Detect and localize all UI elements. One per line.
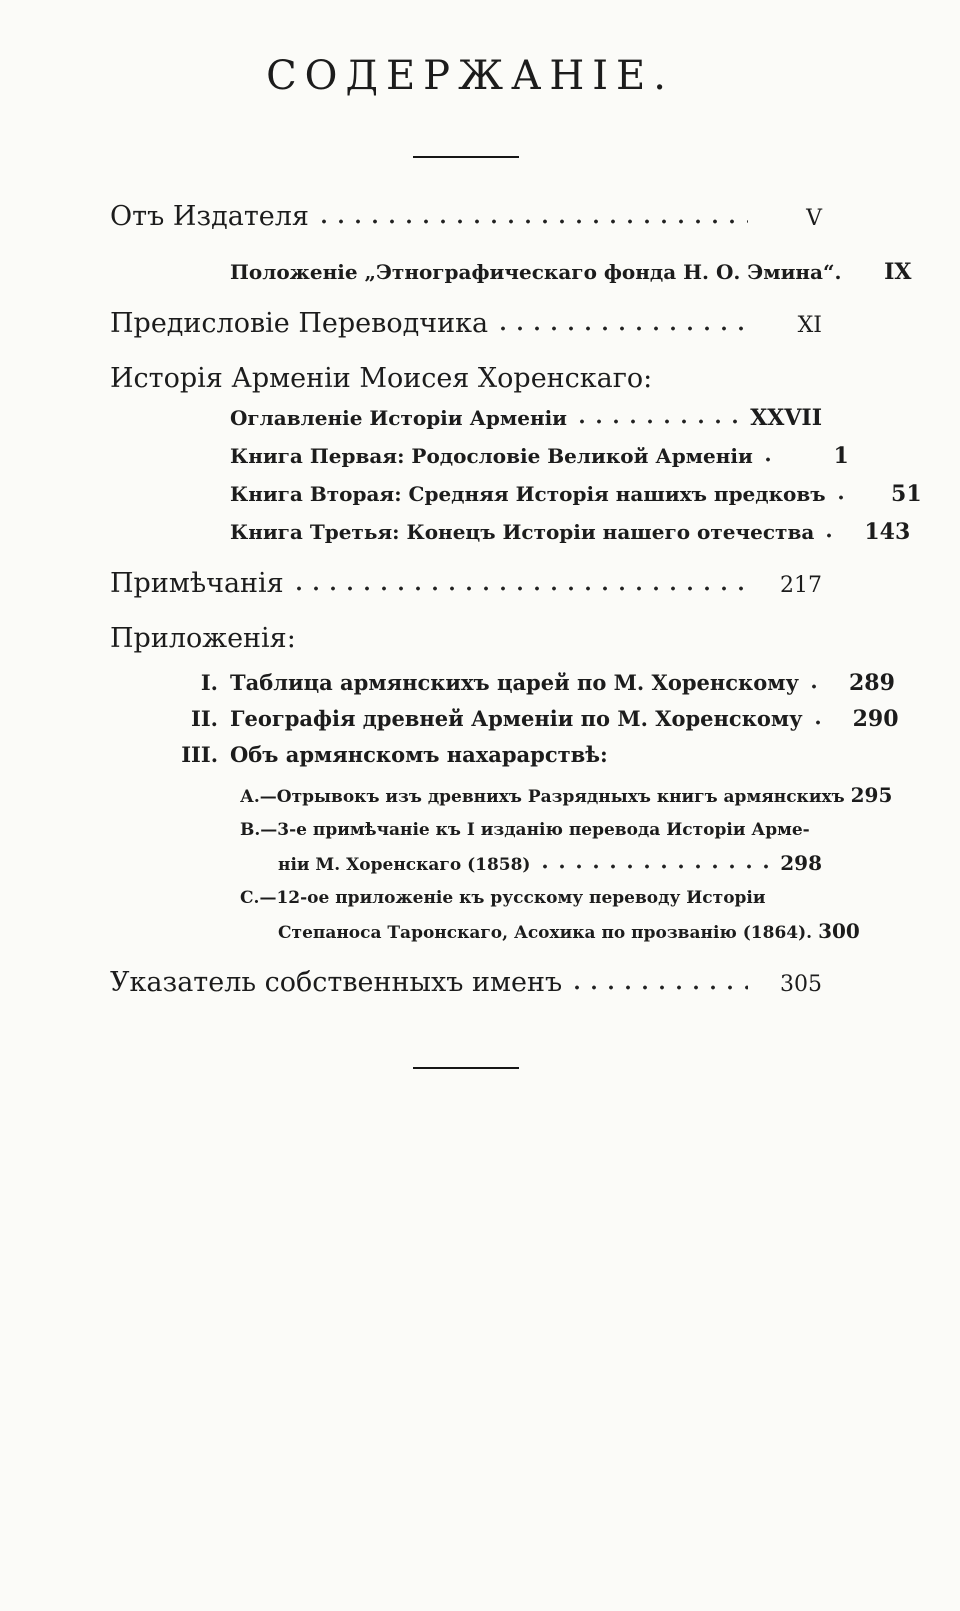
toc-entry bbox=[230, 437, 849, 475]
entry-page-number: 143 bbox=[864, 519, 911, 545]
entry-page-number: 217 bbox=[780, 573, 822, 598]
entry-label: Примѣчанія bbox=[110, 568, 284, 599]
dot-leader bbox=[542, 863, 770, 870]
toc-entry bbox=[110, 619, 822, 659]
toc-entry bbox=[110, 304, 822, 346]
entry-label: Исторія Арменіи Моисея Хоренскаго: bbox=[110, 363, 653, 394]
entry-label: Указатель собственныхъ именъ bbox=[110, 967, 563, 998]
dot-leader bbox=[574, 984, 748, 991]
toc-entry bbox=[110, 359, 822, 399]
toc-entry bbox=[230, 513, 911, 551]
entry-label: Книга Третья: Конецъ Исторіи нашего отечества bbox=[230, 520, 815, 544]
entry-label: Оглавленіе Исторіи Арменіи bbox=[230, 406, 568, 430]
divider-rule-top bbox=[413, 156, 519, 158]
entry-label: С.—12-ое приложеніе къ русскому переводу Исторіи bbox=[240, 888, 766, 908]
entry-label: Объ армянскомъ нахарарствѣ: bbox=[230, 742, 608, 767]
entry-page-number: V bbox=[806, 206, 822, 231]
entry-page-number: 51 bbox=[891, 481, 922, 507]
toc-entry bbox=[172, 701, 899, 737]
toc-entry bbox=[230, 475, 922, 513]
entry-label: Степаноса Таронскаго, Асохика по прозванію (1864). bbox=[278, 923, 813, 943]
entry-label: В.—3-е примѣчаніе къ I изданію перевода Исторіи Арме- bbox=[240, 820, 810, 840]
toc-entry bbox=[110, 963, 822, 1005]
dot-leader bbox=[815, 719, 825, 726]
toc-entry bbox=[240, 779, 893, 814]
entry-page-number: 290 bbox=[852, 706, 899, 732]
entry-page-number: XI bbox=[797, 313, 822, 338]
entry-label: Книга Первая: Родословіе Великой Арменіи bbox=[230, 444, 753, 468]
toc-entry bbox=[240, 882, 822, 915]
entry-page-number: 305 bbox=[780, 972, 822, 997]
toc-entry bbox=[110, 197, 822, 239]
toc-entry bbox=[278, 847, 822, 882]
toc-entry bbox=[230, 399, 822, 437]
entry-numeral: III. bbox=[181, 742, 218, 767]
dot-leader bbox=[765, 456, 775, 463]
toc-entry bbox=[172, 665, 895, 701]
dot-leader bbox=[579, 418, 740, 425]
entry-page-number: 300 bbox=[818, 919, 860, 943]
divider-rule-bottom bbox=[413, 1067, 519, 1069]
dot-leader bbox=[826, 532, 836, 539]
dot-leader bbox=[838, 494, 848, 501]
entry-label: ніи М. Хоренскаго (1858) bbox=[278, 855, 531, 875]
toc-entry bbox=[110, 564, 822, 606]
entry-label: Таблица армянскихъ царей по М. Хоренскому bbox=[230, 670, 799, 695]
entry-label: Приложенія: bbox=[110, 623, 296, 654]
entry-label: Географія древней Арменіи по М. Хоренскому bbox=[230, 706, 803, 731]
page-title: СОДЕРЖАНІЕ. bbox=[266, 53, 674, 99]
toc-entry bbox=[240, 814, 822, 847]
entry-page-number: 1 bbox=[833, 443, 849, 469]
dot-leader bbox=[296, 585, 748, 592]
entry-label: Предисловіе Переводчика bbox=[110, 308, 489, 339]
entry-numeral: I. bbox=[200, 670, 218, 695]
entry-page-number: 295 bbox=[850, 783, 893, 807]
dot-leader bbox=[321, 218, 748, 225]
entry-label: Книга Вторая: Средняя Исторія нашихъ предковъ bbox=[230, 482, 826, 506]
dot-leader bbox=[811, 683, 821, 690]
dot-leader bbox=[500, 325, 748, 332]
entry-page-number: 298 bbox=[780, 851, 822, 875]
toc-entry bbox=[278, 915, 860, 950]
entry-page-number: IX bbox=[884, 259, 912, 285]
entry-numeral: II. bbox=[191, 706, 218, 731]
entry-page-number: XXVII bbox=[750, 405, 822, 431]
toc-entries bbox=[110, 197, 922, 1005]
entry-label: Отъ Издателя bbox=[110, 201, 309, 232]
entry-page-number: 289 bbox=[848, 670, 895, 696]
toc-entry bbox=[230, 253, 912, 291]
entry-label: Положеніе „Этнографическаго фонда Н. О. Эмина“. bbox=[230, 260, 842, 284]
toc-entry bbox=[172, 737, 822, 773]
entry-label: А.—Отрывокъ изъ древнихъ Разрядныхъ книгъ армянскихъ bbox=[240, 787, 845, 807]
